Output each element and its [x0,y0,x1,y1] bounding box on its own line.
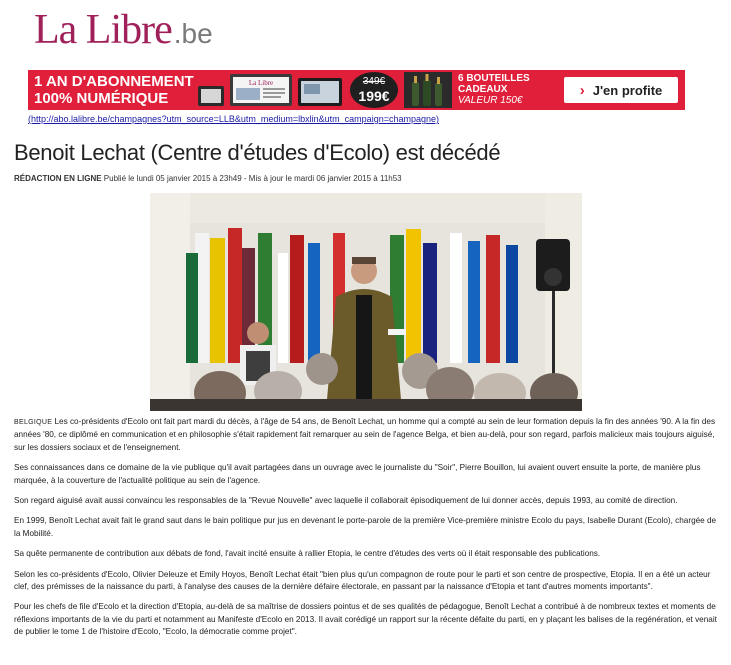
banner-line-2: 100% NUMÉRIQUE [34,90,169,107]
old-price: 349€ [362,76,386,87]
price-badge [350,72,398,108]
article-meta [14,174,402,183]
gift-line-1: 6 BOUTEILLES [458,73,530,84]
gift-line-2: CADEAUX [458,84,508,95]
logo-brand: La Libre [34,7,172,53]
ad-link[interactable]: (http://abo.lalibre.be/champagnes?utm_source=LLB&utm_medium=lbxlin&utm_campaign=champagne) [28,114,439,124]
logo-tld: .be [173,18,213,49]
paragraph-text: Les co-présidents d'Ecolo ont fait part mardi du décès, à l'âge de 54 ans, de Benoît Lechat, un homme qui a compté au sein de leur formation depuis la fin des années '90. A la fin des années '80, ce diplômé en communication et en philosophie s'était rapidement fait remarquer au sein de l'agence Belga, et bien au-delà, pour son regard, parfois malicieux mais toujours aiguisé, sur les dossiers sociaux et de l'enseignement. [14,417,716,452]
new-price: 199€ [358,88,390,104]
article-title: Benoit Lechat (Centre d'études d'Ecolo) est décédé [14,140,501,165]
banner-line-1: 1 AN D'ABONNEMENT [34,73,194,90]
article-paragraph: Ses connaissances dans ce domaine de la vie publique qu'il avait partagées dans un ouvrage avec le journaliste du "Soir", Pierre Bouillon, lui avaient ouvert ensuite la porte, de manière plus marquée, à la couverture de l'actualité politique au sein de l'agence. [14,463,701,485]
gift-value: VALEUR 150€ [458,95,523,106]
cta-label: J'en profite [592,82,663,98]
bottles-icon [404,72,452,108]
article-paragraph [14,416,720,454]
article-photo [150,193,582,411]
devices-illustration [196,72,346,108]
article-paragraph: Selon les co-présidents d'Ecolo, Olivier Deleuze et Emily Hoyos, Benoît Lechat était "bien plus qu'un compagnon de route pour le parti et son centre de prospective, Etopia. Il en a été un acteur clef, des prémisses de la naissance du parti, à l'analyse des causes de la dernière défaire électorale, en passant par la naissance d'Etopia et tant d'autres moments importants". [14,569,711,592]
article-paragraph: Son regard aiguisé avait aussi convaincu les responsables de la "Revue Nouvelle" avec laquelle il collaborait épisodiquement de lui donner accès, depuis 1993, au comité de direction. [14,496,678,506]
article-paragraph: Pour les chefs de file d'Ecolo et la direction d'Etopia, au-delà de sa maîtrise de dossiers pointus et de ses qualités de pédagogue, Benoît Lechat a contribué à de nombreux textes et moments de réflexions importants de la vie du parti et notamment au Manifeste d'Ecolo en 2013. Il avait corédigé un rapport sur la récente défaite du parti, en y plaçant les balises de la regénération, et venait de publier le tome 1 de l'histoire d'Ecolo, "Ecolo, la démocratie comme projet". [14,602,717,637]
article-paragraph: En 1999, Benoît Lechat avait fait le grand saut dans le bain politique pur jus en devenant le porte-parole de la première Vice-première ministre Ecolo du pays, Isabelle Durant (Ecolo), chargée de la Mobilité. [14,516,717,538]
site-logo[interactable] [34,6,213,54]
mini-brand: La Libre [248,79,274,87]
article-body [14,416,720,647]
gift-offer [458,73,530,106]
article-dates: Publié le lundi 05 janvier 2015 à 23h49 - Mis à jour le mardi 06 janvier 2015 à 11h53 [103,174,402,183]
article-author[interactable]: RÉDACTION EN LIGNE [14,174,102,183]
chevron-right-icon: › [579,81,585,99]
jen-profite-button[interactable] [564,77,678,103]
article-paragraph: Sa quête permanente de contribution aux débats de fond, l'avait incité ensuite à rallier Etopia, le centre d'études des verts où il était responsable des publications. [14,549,601,559]
subscription-ad-banner[interactable] [28,70,685,110]
article-location: BELGIQUE [14,419,53,426]
